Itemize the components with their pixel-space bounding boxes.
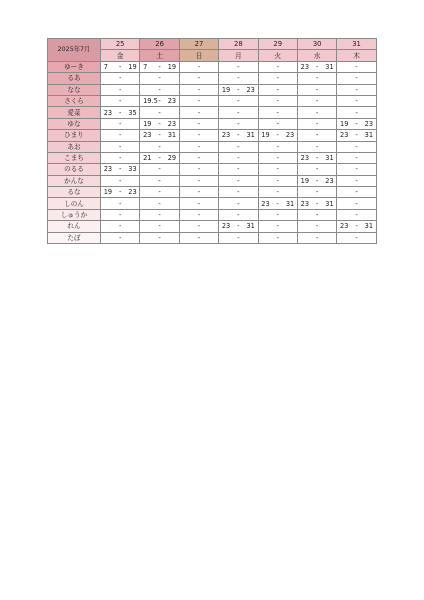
shift-cell: - bbox=[101, 130, 140, 141]
shift-cell: - bbox=[219, 107, 258, 118]
shift-dash: - bbox=[315, 62, 319, 71]
shift-end: 23 bbox=[364, 119, 374, 128]
shift-cell: - bbox=[179, 107, 218, 118]
shift-cell: - bbox=[337, 175, 376, 186]
shift-cell bbox=[140, 61, 179, 72]
staff-name: ひまり bbox=[48, 130, 101, 141]
shift-cell: - bbox=[297, 164, 336, 175]
table-row bbox=[48, 152, 377, 163]
shift-dash: - bbox=[315, 154, 319, 163]
shift-start: 23 bbox=[340, 222, 349, 231]
staff-name: かんな bbox=[48, 175, 101, 186]
shift-start: 23 bbox=[221, 131, 231, 140]
shift-cell: - bbox=[219, 175, 258, 186]
staff-name: たぼ bbox=[48, 232, 101, 243]
shift-cell: - bbox=[179, 198, 218, 209]
weekday-header-sat: 土 bbox=[140, 50, 179, 61]
shift-cell: - bbox=[140, 107, 179, 118]
shift-cell: - bbox=[258, 84, 297, 95]
shift-cell bbox=[337, 118, 376, 129]
shift-cell bbox=[297, 152, 336, 163]
shift-start: 19 bbox=[300, 176, 310, 185]
table-row bbox=[48, 232, 377, 243]
shift-cell bbox=[101, 61, 140, 72]
shift-cell bbox=[101, 187, 140, 198]
shift-dash: - bbox=[315, 199, 319, 208]
shift-start: 23 bbox=[300, 62, 310, 71]
shift-dash: - bbox=[118, 108, 122, 117]
weekday-header-sun: 日 bbox=[179, 50, 218, 61]
shift-cell: - bbox=[258, 221, 297, 232]
shift-schedule-sheet bbox=[47, 38, 377, 244]
shift-end: 19 bbox=[128, 62, 137, 71]
shift-cell: - bbox=[179, 61, 218, 72]
shift-dash: - bbox=[276, 131, 279, 140]
shift-cell: - bbox=[258, 187, 297, 198]
shift-cell: - bbox=[179, 164, 218, 175]
date-header-25: 25 bbox=[101, 39, 140, 50]
shift-cell: - bbox=[140, 84, 179, 95]
shift-dash: - bbox=[118, 165, 122, 174]
date-header-26: 26 bbox=[140, 39, 179, 50]
shift-dash: - bbox=[158, 119, 161, 128]
shift-cell bbox=[140, 130, 179, 141]
shift-cell: - bbox=[179, 187, 218, 198]
shift-cell: - bbox=[179, 152, 218, 163]
staff-name: 愛菜 bbox=[48, 107, 101, 118]
shift-end: 23 bbox=[285, 131, 295, 140]
shift-start: 7 bbox=[143, 62, 148, 71]
shift-cell: - bbox=[101, 73, 140, 84]
shift-cell: - bbox=[337, 198, 376, 209]
shift-cell: - bbox=[179, 209, 218, 220]
shift-cell: - bbox=[140, 73, 179, 84]
staff-name: あお bbox=[48, 141, 101, 152]
shift-cell: - bbox=[297, 221, 336, 232]
shift-cell: - bbox=[179, 84, 218, 95]
shift-cell: - bbox=[179, 118, 218, 129]
staff-name: しゅうか bbox=[48, 209, 101, 220]
staff-name: ゆーき bbox=[48, 61, 101, 72]
shift-cell: - bbox=[219, 61, 258, 72]
shift-cell: - bbox=[337, 73, 376, 84]
schedule-body bbox=[48, 61, 377, 243]
shift-cell: - bbox=[140, 209, 179, 220]
shift-dash: - bbox=[237, 85, 240, 94]
shift-cell bbox=[297, 61, 336, 72]
shift-cell: - bbox=[258, 164, 297, 175]
shift-end: 23 bbox=[167, 119, 177, 128]
shift-cell: - bbox=[297, 118, 336, 129]
shift-cell: - bbox=[219, 187, 258, 198]
shift-cell: - bbox=[258, 95, 297, 106]
shift-table bbox=[47, 38, 377, 244]
shift-start: 19 bbox=[221, 85, 231, 94]
shift-dash: - bbox=[315, 176, 319, 185]
shift-cell: - bbox=[258, 152, 297, 163]
weekday-header-tue: 火 bbox=[258, 50, 297, 61]
shift-cell: - bbox=[219, 73, 258, 84]
shift-cell: - bbox=[258, 175, 297, 186]
shift-cell: - bbox=[101, 209, 140, 220]
weekday-header-fri: 金 bbox=[101, 50, 140, 61]
shift-cell: - bbox=[337, 152, 376, 163]
shift-cell bbox=[140, 118, 179, 129]
shift-cell bbox=[219, 221, 258, 232]
shift-start: 23 bbox=[103, 165, 113, 174]
shift-cell: - bbox=[258, 141, 297, 152]
shift-end: 23 bbox=[167, 97, 177, 106]
shift-cell: - bbox=[179, 73, 218, 84]
shift-cell: - bbox=[140, 164, 179, 175]
date-header-28: 28 bbox=[219, 39, 258, 50]
date-header-29: 29 bbox=[258, 39, 297, 50]
shift-end: 35 bbox=[128, 108, 137, 117]
shift-cell: - bbox=[297, 73, 336, 84]
shift-cell: - bbox=[337, 141, 376, 152]
shift-start: 19 bbox=[261, 131, 270, 140]
shift-cell: - bbox=[258, 232, 297, 243]
shift-cell bbox=[101, 107, 140, 118]
shift-dash: - bbox=[355, 131, 358, 140]
shift-cell: - bbox=[219, 118, 258, 129]
shift-cell: - bbox=[297, 232, 336, 243]
date-header-27: 27 bbox=[179, 39, 218, 50]
shift-dash: - bbox=[355, 222, 358, 231]
shift-cell: - bbox=[258, 107, 297, 118]
table-row bbox=[48, 198, 377, 209]
shift-dash: - bbox=[118, 62, 122, 71]
shift-cell: - bbox=[297, 130, 336, 141]
date-header-31: 31 bbox=[337, 39, 376, 50]
shift-cell: - bbox=[337, 61, 376, 72]
shift-cell: - bbox=[140, 198, 179, 209]
shift-cell: - bbox=[337, 232, 376, 243]
shift-cell: - bbox=[219, 232, 258, 243]
shift-cell: - bbox=[179, 232, 218, 243]
shift-cell bbox=[101, 164, 140, 175]
shift-cell: - bbox=[258, 73, 297, 84]
staff-name: こまち bbox=[48, 152, 101, 163]
shift-cell: - bbox=[140, 175, 179, 186]
shift-cell: - bbox=[297, 95, 336, 106]
weekday-header-thu: 木 bbox=[337, 50, 376, 61]
shift-end: 31 bbox=[364, 131, 374, 140]
shift-cell: - bbox=[297, 187, 336, 198]
staff-name: れん bbox=[48, 221, 101, 232]
shift-cell: - bbox=[101, 221, 140, 232]
shift-dash: - bbox=[276, 199, 279, 208]
shift-cell: - bbox=[219, 152, 258, 163]
shift-end: 19 bbox=[167, 62, 177, 71]
weekday-header-wed: 水 bbox=[297, 50, 336, 61]
shift-dash: - bbox=[355, 119, 358, 128]
shift-end: 31 bbox=[167, 131, 177, 140]
shift-cell: - bbox=[337, 84, 376, 95]
table-row bbox=[48, 95, 377, 106]
table-row bbox=[48, 187, 377, 198]
shift-start: 23 bbox=[300, 199, 310, 208]
shift-end: 31 bbox=[364, 222, 374, 231]
shift-start: 23 bbox=[221, 222, 231, 231]
shift-start: 19 bbox=[340, 119, 349, 128]
shift-cell: - bbox=[101, 118, 140, 129]
shift-cell bbox=[297, 175, 336, 186]
shift-cell: - bbox=[258, 118, 297, 129]
shift-cell: - bbox=[140, 187, 179, 198]
shift-start: 23 bbox=[340, 131, 349, 140]
shift-cell: - bbox=[101, 84, 140, 95]
shift-cell: - bbox=[337, 107, 376, 118]
shift-end: 31 bbox=[246, 222, 255, 231]
shift-end: 31 bbox=[285, 199, 295, 208]
shift-cell bbox=[258, 198, 297, 209]
weekday-header-mon: 月 bbox=[219, 50, 258, 61]
shift-end: 29 bbox=[167, 154, 177, 163]
staff-name: ゆな bbox=[48, 118, 101, 129]
shift-cell bbox=[140, 152, 179, 163]
shift-cell: - bbox=[101, 95, 140, 106]
shift-dash: - bbox=[158, 62, 161, 71]
shift-end: 31 bbox=[246, 131, 255, 140]
shift-start: 23 bbox=[143, 131, 152, 140]
shift-end: 31 bbox=[325, 199, 334, 208]
shift-cell: - bbox=[337, 209, 376, 220]
shift-dash: - bbox=[158, 154, 161, 163]
shift-start: 19.5 bbox=[143, 97, 158, 106]
shift-cell: - bbox=[101, 232, 140, 243]
shift-cell bbox=[337, 130, 376, 141]
shift-cell: - bbox=[140, 221, 179, 232]
shift-dash: - bbox=[237, 131, 240, 140]
table-row bbox=[48, 209, 377, 220]
table-row bbox=[48, 164, 377, 175]
table-row bbox=[48, 118, 377, 129]
staff-name: のるる bbox=[48, 164, 101, 175]
shift-cell: - bbox=[337, 95, 376, 106]
shift-end: 31 bbox=[325, 62, 334, 71]
table-row bbox=[48, 84, 377, 95]
shift-cell: - bbox=[101, 175, 140, 186]
shift-dash: - bbox=[237, 222, 240, 231]
shift-cell: - bbox=[179, 95, 218, 106]
date-header-30: 30 bbox=[297, 39, 336, 50]
shift-end: 31 bbox=[325, 154, 334, 163]
table-row bbox=[48, 130, 377, 141]
table-row bbox=[48, 61, 377, 72]
shift-cell bbox=[140, 95, 179, 106]
shift-cell: - bbox=[219, 95, 258, 106]
shift-start: 7 bbox=[103, 62, 108, 71]
shift-cell: - bbox=[337, 164, 376, 175]
shift-dash: - bbox=[158, 97, 161, 106]
shift-cell: - bbox=[219, 198, 258, 209]
shift-end: 23 bbox=[246, 85, 255, 94]
staff-name: さくら bbox=[48, 95, 101, 106]
shift-start: 19 bbox=[103, 188, 113, 197]
shift-cell bbox=[337, 221, 376, 232]
shift-start: 23 bbox=[103, 108, 113, 117]
shift-cell: - bbox=[101, 152, 140, 163]
shift-cell: - bbox=[179, 175, 218, 186]
shift-start: 23 bbox=[261, 199, 270, 208]
shift-cell: - bbox=[179, 130, 218, 141]
shift-cell: - bbox=[337, 187, 376, 198]
date-header-row bbox=[48, 39, 377, 50]
staff-name: なな bbox=[48, 84, 101, 95]
shift-cell: - bbox=[297, 141, 336, 152]
shift-cell: - bbox=[140, 232, 179, 243]
shift-cell bbox=[258, 130, 297, 141]
shift-cell bbox=[297, 198, 336, 209]
table-row bbox=[48, 107, 377, 118]
shift-dash: - bbox=[118, 188, 122, 197]
shift-cell: - bbox=[297, 84, 336, 95]
table-row bbox=[48, 73, 377, 84]
shift-start: 21 bbox=[143, 154, 152, 163]
shift-end: 33 bbox=[128, 165, 137, 174]
shift-end: 23 bbox=[128, 188, 137, 197]
shift-cell bbox=[219, 84, 258, 95]
staff-name: るな bbox=[48, 187, 101, 198]
table-row bbox=[48, 221, 377, 232]
shift-cell: - bbox=[258, 209, 297, 220]
shift-start: 23 bbox=[300, 154, 310, 163]
month-label: 2025年7月 bbox=[48, 39, 101, 62]
shift-cell: - bbox=[219, 209, 258, 220]
staff-name: しのん bbox=[48, 198, 101, 209]
shift-dash: - bbox=[158, 131, 161, 140]
shift-start: 19 bbox=[143, 119, 152, 128]
shift-cell: - bbox=[140, 141, 179, 152]
shift-cell: - bbox=[101, 141, 140, 152]
shift-cell: - bbox=[101, 198, 140, 209]
shift-end: 23 bbox=[325, 176, 334, 185]
shift-cell: - bbox=[297, 107, 336, 118]
shift-cell: - bbox=[219, 164, 258, 175]
staff-name: るあ bbox=[48, 73, 101, 84]
table-row bbox=[48, 141, 377, 152]
shift-cell: - bbox=[297, 209, 336, 220]
table-row bbox=[48, 175, 377, 186]
shift-cell: - bbox=[258, 61, 297, 72]
shift-cell: - bbox=[219, 141, 258, 152]
shift-cell: - bbox=[179, 221, 218, 232]
shift-cell: - bbox=[179, 141, 218, 152]
shift-cell bbox=[219, 130, 258, 141]
